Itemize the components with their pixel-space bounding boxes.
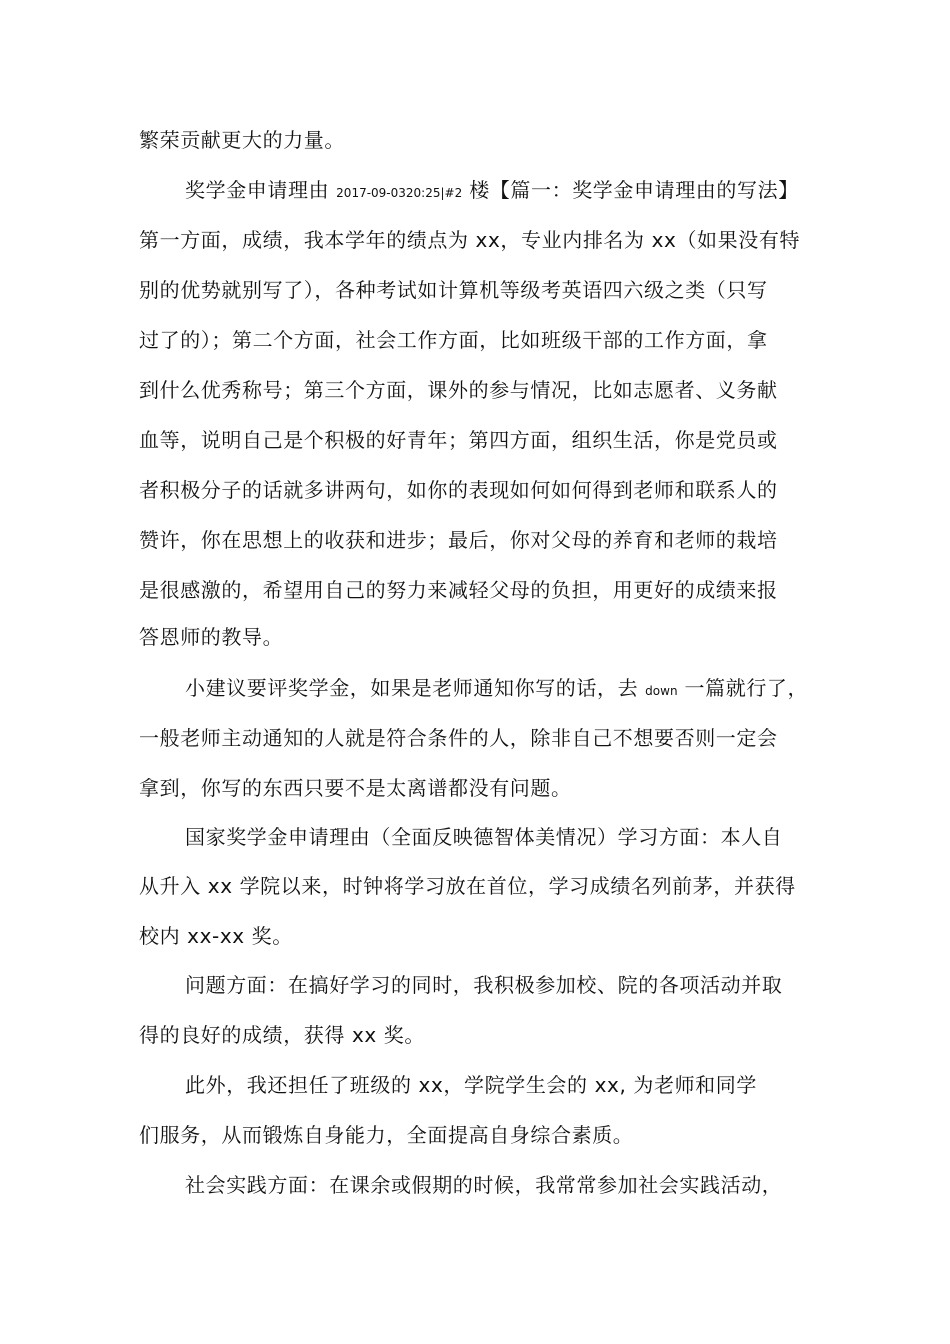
paragraph-line-15 xyxy=(185,823,875,851)
paragraph-line-5 xyxy=(139,326,829,354)
paragraph-line-19 xyxy=(139,1021,829,1049)
text-fragment: 答恩师的教导。 xyxy=(139,625,284,649)
text-fragment: 社会实践方面：在课余或假期的时候，我常常参加社会实践活动， xyxy=(185,1173,783,1197)
paragraph-line-17 xyxy=(139,922,829,950)
text-fragment: 们服务，从而锻炼自身能力，全面提高自身综合素质。 xyxy=(139,1123,634,1147)
text-fragment: 问题方面：在搞好学习的同时，我积极参加校、院的各项活动并取 xyxy=(185,973,783,997)
paragraph-line-8 xyxy=(139,476,829,504)
down-word: down xyxy=(645,684,678,698)
text-fragment: 拿到，你写的东西只要不是太离谱都没有问题。 xyxy=(139,776,572,800)
text-fragment: 者积极分子的话就多讲两句，如你的表现如何如何得到老师和联系人的 xyxy=(139,478,778,502)
text-fragment: 得的良好的成绩，获得 xx 奖。 xyxy=(139,1023,425,1047)
paragraph-line-7 xyxy=(139,426,829,454)
paragraph-line-13 xyxy=(139,724,829,752)
text-fragment: 别的优势就别写了），各种考试如计算机等级考英语四六级之类（只写 xyxy=(139,278,768,302)
paragraph-line-9 xyxy=(139,526,829,554)
text-fragment: 到什么优秀称号；第三个方面，课外的参与情况，比如志愿者、义务献 xyxy=(139,378,778,402)
paragraph-line-3 xyxy=(139,226,829,254)
paragraph-line-10 xyxy=(139,576,829,604)
paragraph-line-16 xyxy=(139,872,829,900)
paragraph-line-18 xyxy=(185,971,875,999)
text-fragment: 繁荣贡献更大的力量。 xyxy=(139,128,345,152)
paragraph-line-6 xyxy=(139,376,829,404)
text-fragment: 一篇就行了， xyxy=(684,676,809,700)
text-fragment: 一般老师主动通知的人就是符合条件的人，除非自己不想要否则一定会 xyxy=(139,726,778,750)
post-timestamp: 2017-09-0320:25|#2 xyxy=(336,186,463,200)
paragraph-line-14 xyxy=(139,774,829,802)
paragraph-line-4 xyxy=(139,276,829,304)
paragraph-line-2 xyxy=(185,176,875,207)
text-fragment: 奖学金申请理由 xyxy=(185,178,330,202)
text-fragment: 赞许，你在思想上的收获和进步；最后，你对父母的养育和老师的栽培 xyxy=(139,528,778,552)
text-fragment: 小建议要评奖学金，如果是老师通知你写的话，去 xyxy=(185,676,639,700)
text-fragment: 血等，说明自己是个积极的好青年；第四方面，组织生活，你是党员或 xyxy=(139,428,778,452)
text-fragment: 是很感激的，希望用自己的努力来减轻父母的负担，用更好的成绩来报 xyxy=(139,578,778,602)
text-fragment: 国家奖学金申请理由（全面反映德智体美情况）学习方面：本人自 xyxy=(185,825,783,849)
text-fragment: 校内 xx-xx 奖。 xyxy=(139,924,293,948)
text-fragment: 楼【篇一：奖学金申请理由的写法】 xyxy=(469,178,799,202)
paragraph-line-22 xyxy=(185,1171,875,1199)
text-fragment: 过了的）；第二个方面，社会工作方面，比如班级干部的工作方面，拿 xyxy=(139,328,768,352)
paragraph-line-1 xyxy=(139,126,829,154)
paragraph-line-11 xyxy=(139,623,829,651)
paragraph-line-12 xyxy=(185,674,875,705)
text-fragment: 第一方面，成绩，我本学年的绩点为 xx，专业内排名为 xx（如果没有特 xyxy=(139,228,801,252)
text-fragment: 从升入 xx 学院以来，时钟将学习放在首位，学习成绩名列前茅，并获得 xyxy=(139,874,796,898)
text-fragment: 此外，我还担任了班级的 xx，学院学生会的 xx, 为老师和同学 xyxy=(185,1073,757,1097)
paragraph-line-20 xyxy=(185,1071,875,1099)
paragraph-line-21 xyxy=(139,1121,829,1149)
